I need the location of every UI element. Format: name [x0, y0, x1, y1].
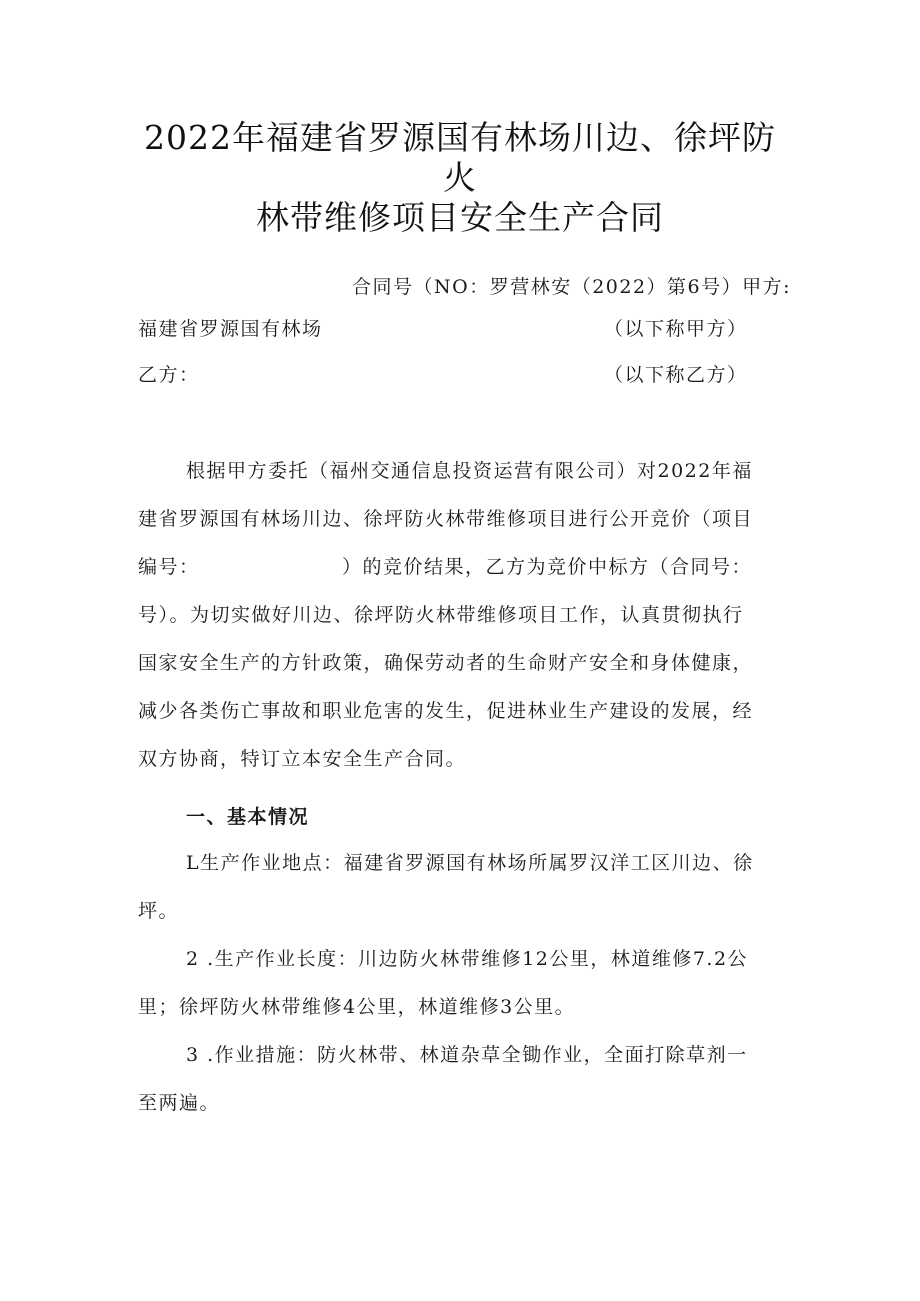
section-item-line: 里；徐坪防火林带维修4公里，林道维修3公里。	[138, 996, 576, 1018]
intro-line: 建省罗源国有林场川边、徐坪防火林带维修项目进行公开竞价（项目	[138, 508, 754, 530]
section-item-line: 至两遍。	[138, 1092, 221, 1114]
document-title-line-3: 林带维修项目安全生产合同	[256, 198, 664, 237]
party-a-name: 福建省罗源国有林场	[138, 318, 323, 340]
intro-line: 双方协商，特订立本安全生产合同。	[138, 748, 467, 770]
intro-line: 号）。为切实做好川边、徐坪防火林带维修项目工作，认真贯彻执行	[138, 604, 744, 626]
document-title-line-2: 火	[443, 158, 477, 197]
section-heading-basic-info: 一、基本情况	[186, 806, 310, 828]
section-item-line: 3 .作业措施：防火林带、林道杂草全锄作业，全面打除草剂一	[186, 1044, 748, 1066]
section-item-line: 坪。	[138, 900, 180, 922]
party-b-label: 乙方：	[138, 364, 200, 386]
party-a-note: （以下称甲方）	[604, 318, 748, 340]
intro-line: 编号：	[138, 556, 200, 578]
intro-line: 根据甲方委托（福州交通信息投资运营有限公司）对2022年福	[186, 460, 753, 482]
intro-line: ）的竞价结果，乙方为竞价中标方（合同号：	[342, 556, 753, 578]
party-b-note: （以下称乙方）	[604, 364, 748, 386]
section-item-line: L生产作业地点：福建省罗源国有林场所属罗汉洋工区川边、徐	[186, 852, 754, 874]
intro-line: 减少各类伤亡事故和职业危害的发生，促进林业生产建设的发展，经	[138, 700, 754, 722]
intro-line: 国家安全生产的方针政策，确保劳动者的生命财产安全和身体健康，	[138, 652, 754, 674]
section-item-line: 2 .生产作业长度：川边防火林带维修12公里，林道维修7.2公	[186, 948, 749, 970]
document-title-line-1: 2022年福建省罗源国有林场川边、徐坪防	[144, 118, 776, 157]
contract-number: 合同号（NO：罗营林安（2022）第6号）甲方:	[352, 276, 792, 298]
